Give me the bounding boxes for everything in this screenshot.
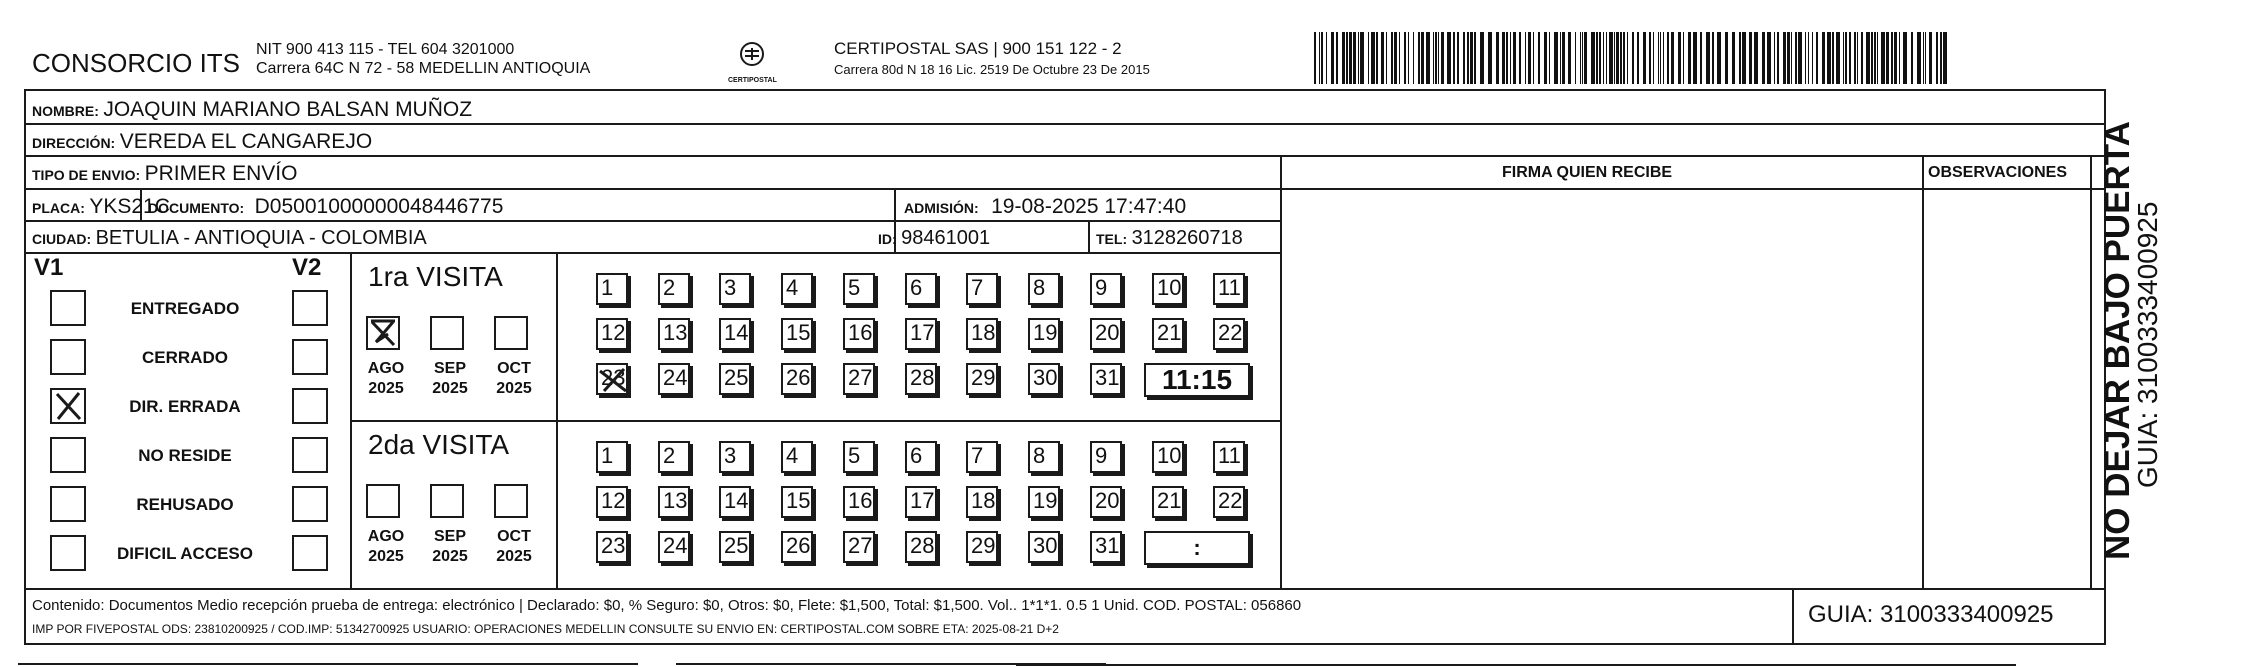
day-box[interactable] bbox=[843, 531, 875, 563]
footer-guia: GUIA: 3100333400925 bbox=[1808, 601, 2054, 628]
day-box[interactable] bbox=[596, 441, 628, 473]
footer-imp-line: IMP POR FIVEPOSTAL ODS: 23810200925 / COD.IMP: 51342700925 USUARIO: OPERACIONES MEDELLIN CONSULTE SU ENVIO EN: CERTIPOSTAL.COM SOBRE ETA: 2025-08-21 D+2 bbox=[32, 622, 1059, 636]
day-number: 2 bbox=[663, 443, 676, 468]
recipient-name: JOAQUIN MARIANO BALSAN MUÑOZ bbox=[103, 98, 473, 121]
day-box[interactable] bbox=[596, 486, 628, 518]
day-box[interactable] bbox=[966, 363, 998, 395]
day-box[interactable] bbox=[781, 531, 813, 563]
day-number: 15 bbox=[786, 320, 811, 345]
admision-value: 19-08-2025 17:47:40 bbox=[991, 195, 1187, 218]
v2-checkbox[interactable] bbox=[292, 486, 328, 522]
day-box[interactable] bbox=[905, 531, 937, 563]
day-box[interactable] bbox=[719, 486, 751, 518]
tipo-envio-label: TIPO DE ENVIO: bbox=[32, 167, 141, 183]
day-box[interactable] bbox=[1028, 441, 1060, 473]
visit-time-value: : bbox=[1193, 535, 1201, 560]
footer-content-line: Contenido: Documentos Medio recepción prueba de entrega: electrónico | Declarado: $0, % Seguro: $0, Otros: $0, Flete: $1,500, Total: $1,500. Vol.. 1*1*1. 0.5 1 Unid. COD. POSTAL: 056860 bbox=[32, 597, 1302, 614]
day-box[interactable] bbox=[658, 318, 690, 350]
day-number: 21 bbox=[1157, 320, 1182, 345]
id-value: 98461001 bbox=[901, 227, 991, 249]
day-box[interactable] bbox=[781, 486, 813, 518]
v1-header: V1 bbox=[34, 254, 64, 281]
direccion-label: DIRECCIÓN: bbox=[32, 135, 116, 151]
frame-top bbox=[24, 89, 2106, 91]
day-box[interactable] bbox=[843, 441, 875, 473]
status-option-label: NO RESIDE bbox=[138, 446, 232, 465]
visit-title: 1ra VISITA bbox=[368, 261, 503, 292]
visit-title: 2da VISITA bbox=[368, 429, 510, 460]
day-number: 18 bbox=[971, 488, 996, 513]
documento-value: D05001000000048446775 bbox=[254, 195, 504, 218]
day-number: 5 bbox=[848, 443, 861, 468]
day-box[interactable] bbox=[1152, 441, 1184, 473]
year-label: 2025 bbox=[432, 548, 468, 565]
company-nit-line: NIT 900 413 115 - TEL 604 3201000 bbox=[256, 41, 515, 58]
day-number: 25 bbox=[724, 533, 749, 558]
month-checkbox[interactable] bbox=[366, 484, 400, 518]
day-box[interactable] bbox=[843, 273, 875, 305]
day-number: 27 bbox=[848, 365, 873, 390]
month-checkbox[interactable] bbox=[494, 484, 528, 518]
day-box[interactable] bbox=[1090, 531, 1122, 563]
ciudad-label: CIUDAD: bbox=[32, 231, 92, 247]
carrier-name-line: CERTIPOSTAL SAS | 900 151 122 - 2 bbox=[834, 39, 1122, 58]
day-box[interactable] bbox=[1090, 486, 1122, 518]
day-box[interactable] bbox=[1090, 273, 1122, 305]
day-box[interactable] bbox=[1213, 441, 1245, 473]
day-box[interactable] bbox=[966, 486, 998, 518]
day-box[interactable] bbox=[596, 531, 628, 563]
day-number: 22 bbox=[1218, 320, 1243, 345]
v2-checkbox[interactable] bbox=[292, 339, 328, 375]
day-box[interactable] bbox=[658, 441, 690, 473]
day-box[interactable] bbox=[596, 363, 628, 395]
day-number: 19 bbox=[1033, 320, 1058, 345]
nombre-label: NOMBRE: bbox=[32, 103, 99, 119]
company-address-line: Carrera 64C N 72 - 58 MEDELLIN ANTIOQUIA bbox=[256, 60, 591, 77]
day-number: 1 bbox=[601, 443, 614, 468]
v1-checkbox[interactable] bbox=[50, 437, 86, 473]
day-number: 6 bbox=[910, 275, 923, 300]
observaciones-header: OBSERVACIONES bbox=[1928, 164, 2067, 181]
year-label: 2025 bbox=[368, 548, 404, 565]
month-label: AGO bbox=[367, 360, 405, 377]
day-box[interactable] bbox=[1028, 363, 1060, 395]
admision-label: ADMISIÓN: bbox=[904, 200, 979, 216]
day-number: 29 bbox=[971, 533, 996, 558]
day-number: 8 bbox=[1033, 443, 1046, 468]
status-option-label: DIR. ERRADA bbox=[129, 397, 241, 416]
day-box[interactable] bbox=[658, 531, 690, 563]
day-box[interactable] bbox=[719, 363, 751, 395]
tel-value: 3128260718 bbox=[1131, 227, 1243, 249]
id-label: ID: bbox=[878, 231, 897, 247]
day-number: 13 bbox=[663, 320, 688, 345]
carrier-address-line: Carrera 80d N 18 16 Lic. 2519 De Octubre 23 De 2015 bbox=[834, 62, 1150, 77]
year-label: 2025 bbox=[496, 380, 532, 397]
day-number: 20 bbox=[1095, 488, 1120, 513]
year-label: 2025 bbox=[496, 548, 532, 565]
day-number: 26 bbox=[786, 365, 811, 390]
day-box[interactable] bbox=[1028, 318, 1060, 350]
barcode-image bbox=[1314, 32, 1950, 84]
month-label: SEP bbox=[433, 528, 466, 545]
day-box[interactable] bbox=[905, 318, 937, 350]
day-box[interactable] bbox=[1213, 273, 1245, 305]
day-box[interactable] bbox=[1028, 273, 1060, 305]
day-box[interactable] bbox=[905, 486, 937, 518]
day-number: 3 bbox=[724, 443, 737, 468]
day-number: 26 bbox=[786, 533, 811, 558]
day-number: 21 bbox=[1157, 488, 1182, 513]
day-number: 24 bbox=[663, 533, 688, 558]
visit-time-box[interactable] bbox=[1144, 531, 1250, 565]
documento-label: DOCUMENTO: bbox=[148, 200, 245, 216]
company-name: CONSORCIO ITS bbox=[32, 48, 241, 78]
day-number: 2 bbox=[663, 275, 676, 300]
day-number: 1 bbox=[601, 275, 614, 300]
day-number: 3 bbox=[724, 275, 737, 300]
day-number: 16 bbox=[848, 488, 873, 513]
day-number: 19 bbox=[1033, 488, 1058, 513]
day-box[interactable] bbox=[1152, 273, 1184, 305]
day-number: 15 bbox=[786, 488, 811, 513]
day-box[interactable] bbox=[781, 318, 813, 350]
day-number: 10 bbox=[1157, 275, 1182, 300]
day-box[interactable] bbox=[1028, 531, 1060, 563]
day-box[interactable] bbox=[1213, 318, 1245, 350]
day-box[interactable] bbox=[905, 441, 937, 473]
day-number: 31 bbox=[1095, 365, 1120, 390]
day-number: 22 bbox=[1218, 488, 1243, 513]
day-box[interactable] bbox=[966, 273, 998, 305]
day-number: 24 bbox=[663, 365, 688, 390]
frame-left bbox=[24, 89, 26, 645]
day-box[interactable] bbox=[966, 441, 998, 473]
day-box[interactable] bbox=[1152, 318, 1184, 350]
status-option-label: ENTREGADO bbox=[130, 299, 240, 318]
day-number: 28 bbox=[910, 533, 935, 558]
day-box[interactable] bbox=[719, 318, 751, 350]
day-box[interactable] bbox=[1028, 486, 1060, 518]
ciudad-value: BETULIA - ANTIOQUIA - COLOMBIA bbox=[95, 227, 427, 249]
day-box[interactable] bbox=[1213, 486, 1245, 518]
month-label: OCT bbox=[497, 360, 531, 377]
day-number: 11 bbox=[1218, 275, 1241, 300]
v1-checkbox[interactable] bbox=[50, 388, 86, 424]
status-option-label: REHUSADO bbox=[136, 495, 234, 514]
day-number: 5 bbox=[848, 275, 861, 300]
placa-label: PLACA: bbox=[32, 200, 85, 216]
side-guia: GUIA: 3100333400925 bbox=[2132, 201, 2163, 488]
day-number: 23 bbox=[601, 365, 626, 390]
day-number: 4 bbox=[786, 275, 799, 300]
day-number: 31 bbox=[1095, 533, 1120, 558]
day-box[interactable] bbox=[843, 486, 875, 518]
v1-checkbox[interactable] bbox=[50, 486, 86, 522]
day-number: 6 bbox=[910, 443, 923, 468]
v1-checkbox[interactable] bbox=[50, 290, 86, 326]
day-number: 20 bbox=[1095, 320, 1120, 345]
month-checkbox[interactable] bbox=[366, 316, 400, 350]
month-label: AGO bbox=[367, 528, 405, 545]
v1-checkbox[interactable] bbox=[50, 535, 86, 571]
recipient-address: VEREDA EL CANGAREJO bbox=[119, 130, 373, 153]
day-box[interactable] bbox=[781, 273, 813, 305]
day-number: 30 bbox=[1033, 365, 1058, 390]
v2-header: V2 bbox=[292, 254, 322, 281]
year-label: 2025 bbox=[368, 380, 404, 397]
day-box[interactable] bbox=[1090, 318, 1122, 350]
day-number: 11 bbox=[1218, 443, 1241, 468]
month-label: OCT bbox=[497, 528, 531, 545]
status-option-label: DIFICIL ACCESO bbox=[116, 544, 253, 563]
day-number: 10 bbox=[1157, 443, 1182, 468]
day-number: 7 bbox=[971, 443, 984, 468]
v1-checkbox[interactable] bbox=[50, 339, 86, 375]
day-number: 30 bbox=[1033, 533, 1058, 558]
day-box[interactable] bbox=[719, 531, 751, 563]
day-number: 17 bbox=[910, 488, 935, 513]
day-box[interactable] bbox=[596, 318, 628, 350]
day-number: 14 bbox=[724, 320, 749, 345]
logo-text: CERTIPOSTAL bbox=[728, 77, 777, 84]
day-number: 27 bbox=[848, 533, 873, 558]
day-box[interactable] bbox=[596, 273, 628, 305]
day-box[interactable] bbox=[658, 273, 690, 305]
day-number: 9 bbox=[1095, 275, 1108, 300]
tel-label: TEL: bbox=[1096, 231, 1128, 247]
day-number: 4 bbox=[786, 443, 799, 468]
day-box[interactable] bbox=[658, 363, 690, 395]
day-box[interactable] bbox=[905, 363, 937, 395]
day-box[interactable] bbox=[1090, 441, 1122, 473]
day-number: 29 bbox=[971, 365, 996, 390]
day-number: 9 bbox=[1095, 443, 1108, 468]
v2-checkbox[interactable] bbox=[292, 535, 328, 571]
day-box[interactable] bbox=[658, 486, 690, 518]
day-number: 13 bbox=[663, 488, 688, 513]
year-label: 2025 bbox=[432, 380, 468, 397]
v2-checkbox[interactable] bbox=[292, 290, 328, 326]
day-box[interactable] bbox=[1152, 486, 1184, 518]
day-number: 18 bbox=[971, 320, 996, 345]
day-number: 17 bbox=[910, 320, 935, 345]
day-number: 12 bbox=[601, 488, 626, 513]
day-number: 8 bbox=[1033, 275, 1046, 300]
day-box[interactable] bbox=[781, 363, 813, 395]
v2-checkbox[interactable] bbox=[292, 437, 328, 473]
v2-checkbox[interactable] bbox=[292, 388, 328, 424]
day-number: 12 bbox=[601, 320, 626, 345]
day-number: 14 bbox=[724, 488, 749, 513]
day-number: 7 bbox=[971, 275, 984, 300]
month-checkbox[interactable] bbox=[494, 316, 528, 350]
day-box[interactable] bbox=[719, 441, 751, 473]
side-warning: NO DEJAR BAJO PUERTA bbox=[2098, 121, 2137, 560]
day-number: 23 bbox=[601, 533, 626, 558]
day-box[interactable] bbox=[966, 318, 998, 350]
tipo-envio-value: PRIMER ENVÍO bbox=[144, 162, 298, 185]
firma-header: FIRMA QUIEN RECIBE bbox=[1502, 164, 1673, 181]
month-checkbox[interactable] bbox=[430, 484, 464, 518]
month-label: SEP bbox=[433, 360, 466, 377]
visit-time-value: 11:15 bbox=[1161, 364, 1233, 395]
day-box[interactable] bbox=[1090, 363, 1122, 395]
day-box[interactable] bbox=[843, 363, 875, 395]
day-number: 25 bbox=[724, 365, 749, 390]
day-box[interactable] bbox=[843, 318, 875, 350]
day-box[interactable] bbox=[781, 441, 813, 473]
placa-value: YKS21C bbox=[89, 195, 170, 218]
day-box[interactable] bbox=[905, 273, 937, 305]
month-checkbox[interactable] bbox=[430, 316, 464, 350]
day-number: 28 bbox=[910, 365, 935, 390]
day-box[interactable] bbox=[966, 531, 998, 563]
status-option-label: CERRADO bbox=[142, 348, 228, 367]
visit-time-box[interactable] bbox=[1144, 363, 1250, 397]
day-box[interactable] bbox=[719, 273, 751, 305]
day-number: 16 bbox=[848, 320, 873, 345]
